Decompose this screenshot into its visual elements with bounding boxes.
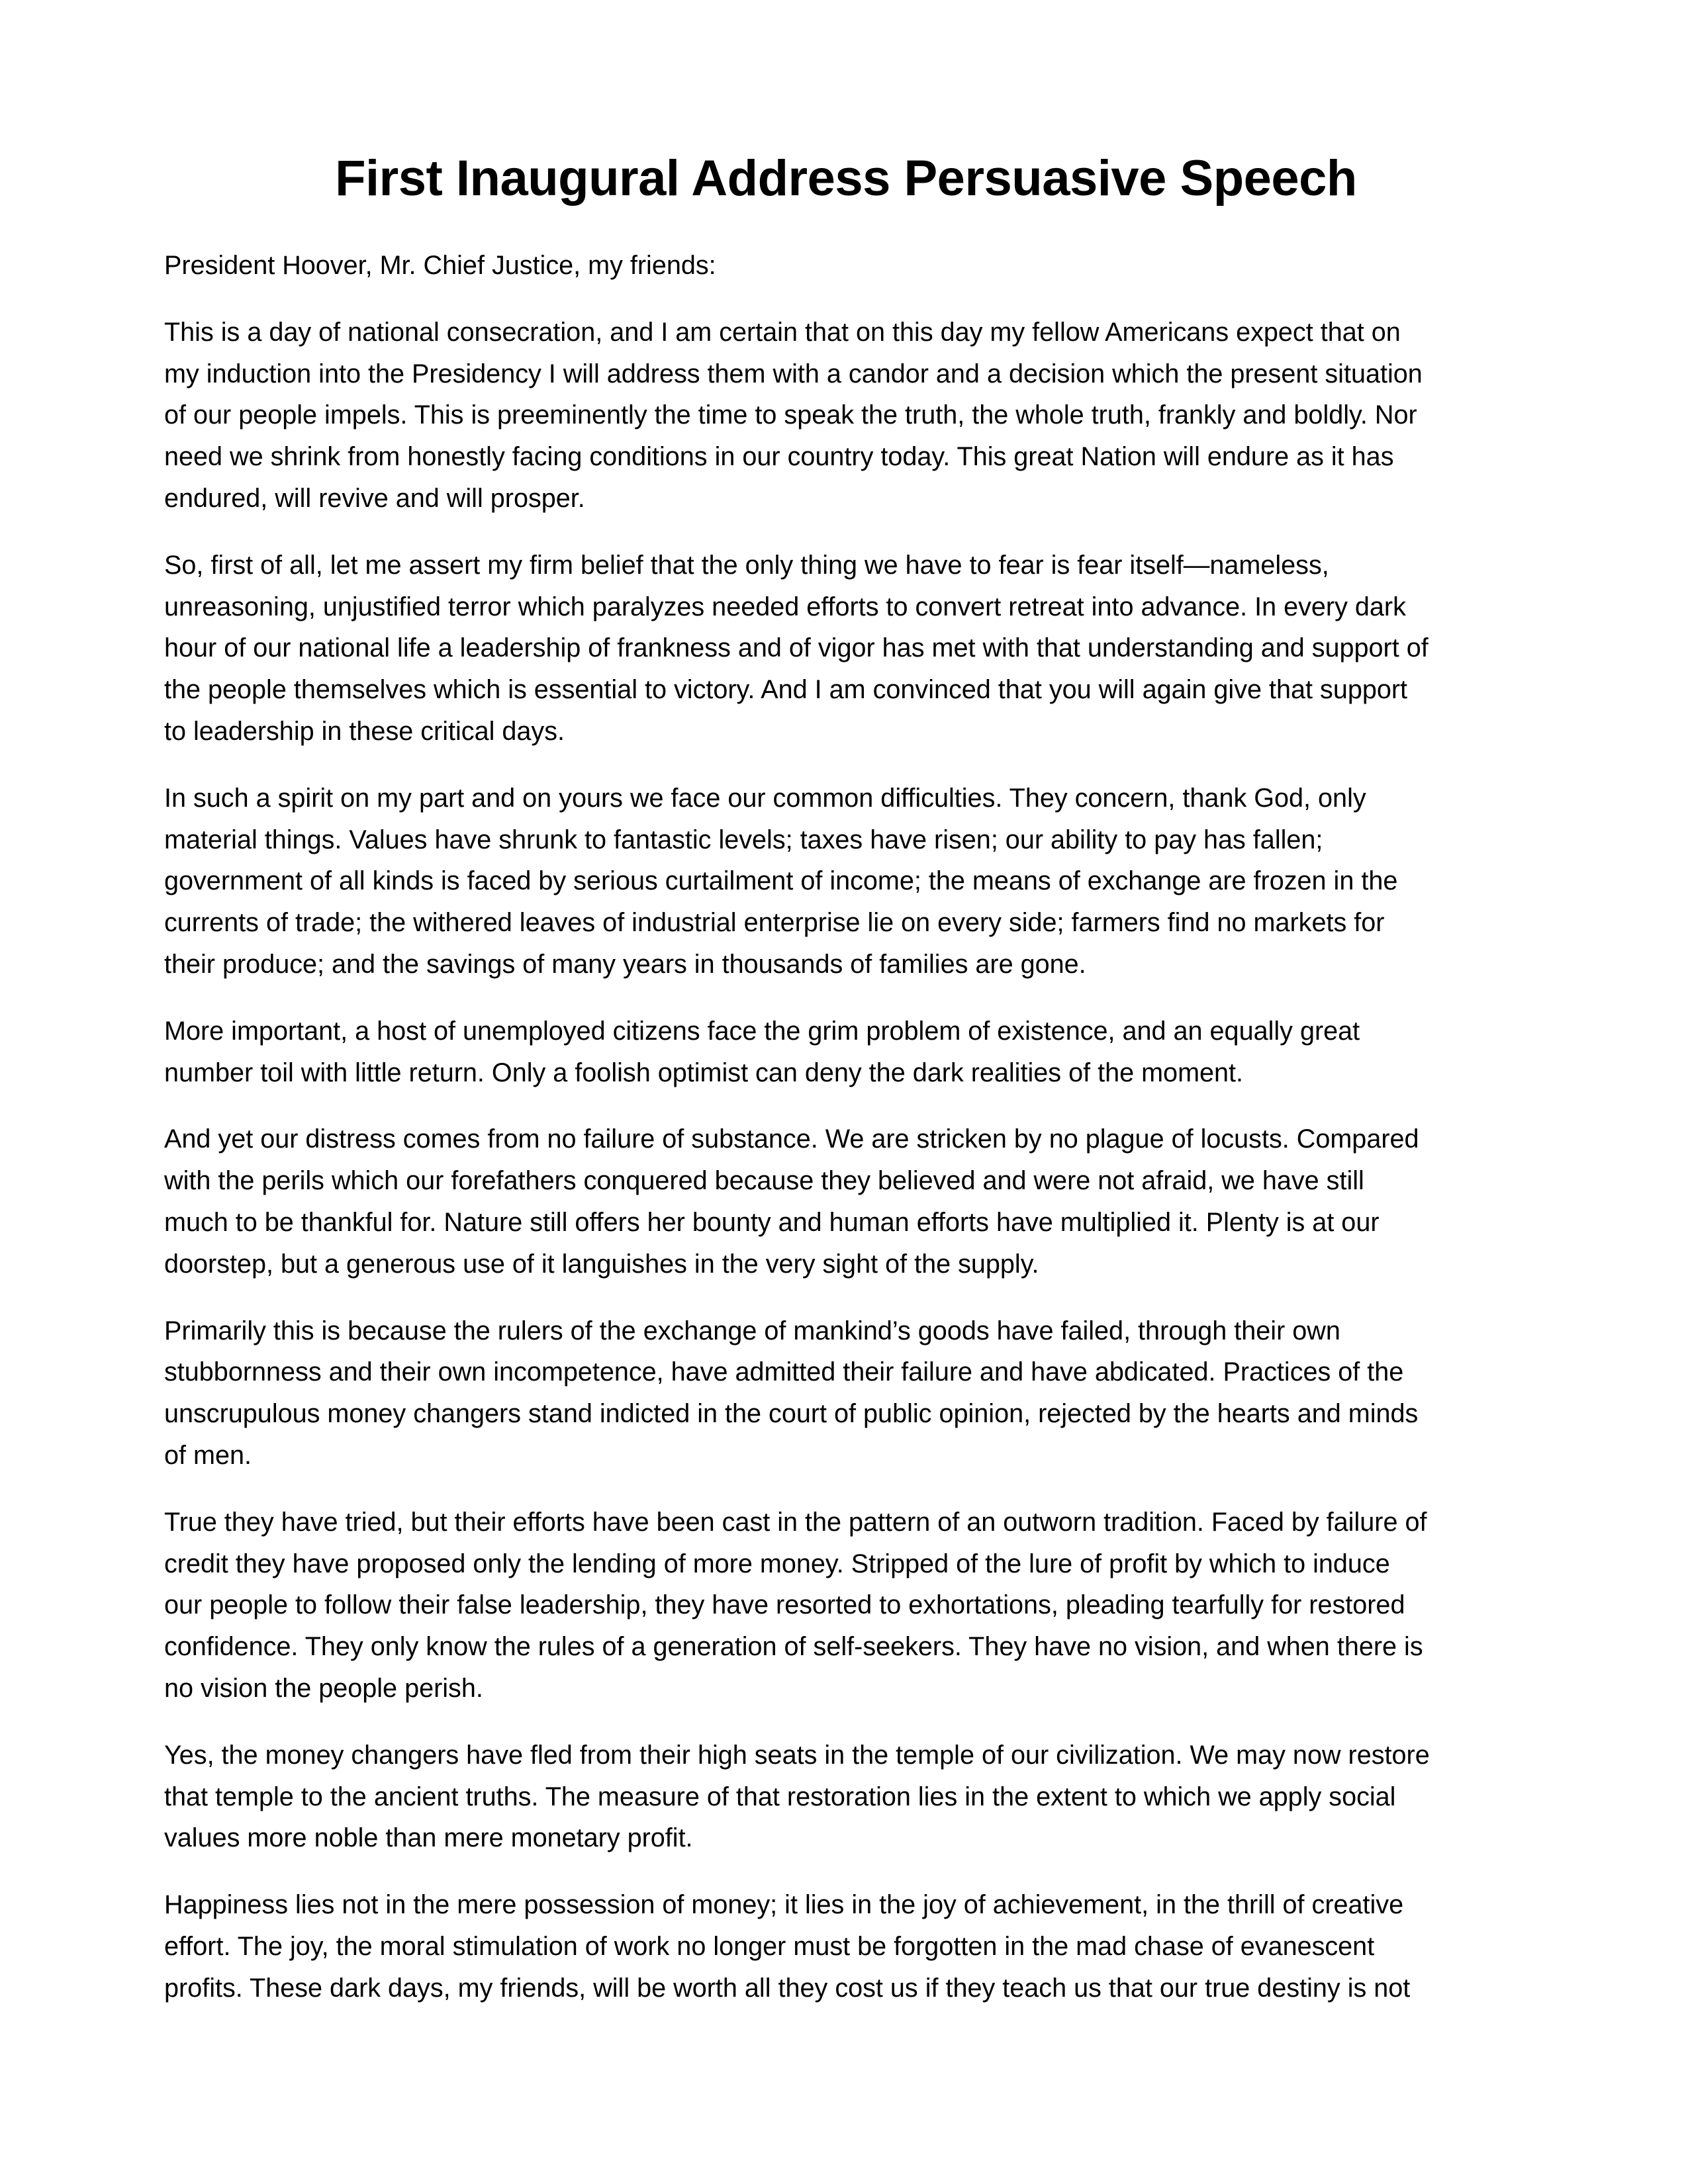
text-line: need we shrink from honestly facing conditions in our country today. This great Nation will endure as it has: [164, 442, 1394, 472]
text-line: hour of our national life a leadership of frankness and of vigor has met with that understanding and support of: [164, 633, 1429, 663]
document-page: [164, 139, 1528, 2034]
text-line: of our people impels. This is preeminently the time to speak the truth, the whole truth, frankly and boldly. Nor: [164, 400, 1417, 430]
text-line: And yet our distress comes from no failure of substance. We are stricken by no plague of locusts. Compared: [164, 1124, 1419, 1154]
paragraph: [164, 1118, 1528, 1285]
text-line: True they have tried, but their efforts have been cast in the pattern of an outworn tradition. Faced by failure of: [164, 1507, 1427, 1537]
paragraph: [164, 778, 1528, 985]
text-line: Yes, the money changers have fled from their high seats in the temple of our civilization. We may now restore: [164, 1740, 1430, 1770]
paragraph: [164, 1502, 1528, 1709]
text-line: credit they have proposed only the lending of more money. Stripped of the lure of profit by which to induce: [164, 1549, 1390, 1578]
text-line: In such a spirit on my part and on yours we face our common difficulties. They concern, thank God, only: [164, 783, 1366, 813]
document-title: First Inaugural Address Persuasive Speech: [335, 150, 1357, 206]
paragraph: [164, 1884, 1528, 2009]
text-line: the people themselves which is essential to victory. And I am convinced that you will again give that support: [164, 675, 1408, 705]
text-line: my induction into the Presidency I will address them with a candor and a decision which the present situation: [164, 359, 1423, 388]
text-line: doorstep, but a generous use of it languishes in the very sight of the supply.: [164, 1249, 1039, 1279]
text-line: unscrupulous money changers stand indicted in the court of public opinion, rejected by the hearts and minds: [164, 1399, 1419, 1429]
text-line: their produce; and the savings of many years in thousands of families are gone.: [164, 949, 1086, 979]
text-line: So, first of all, let me assert my firm belief that the only thing we have to fear is fear itself—nameless,: [164, 550, 1329, 580]
paragraph: [164, 1310, 1528, 1477]
text-line: profits. These dark days, my friends, will be worth all they cost us if they teach us that our true destiny is not: [164, 1973, 1411, 2003]
text-line: endured, will revive and will prosper.: [164, 483, 585, 513]
text-line: confidence. They only know the rules of a generation of self-seekers. They have no vision, and when there is: [164, 1632, 1423, 1662]
text-line: material things. Values have shrunk to fantastic levels; taxes have risen; our ability to pay has fallen;: [164, 825, 1323, 854]
text-line: with the perils which our forefathers conquered because they believed and were not afraid, we have still: [164, 1166, 1364, 1196]
text-line: President Hoover, Mr. Chief Justice, my friends:: [164, 251, 716, 280]
text-line: government of all kinds is faced by serious curtailment of income; the means of exchange are frozen in the: [164, 866, 1398, 896]
text-line: much to be thankful for. Nature still offers her bounty and human efforts have multiplied it. Plenty is at our: [164, 1207, 1380, 1237]
text-line: Happiness lies not in the mere possession of money; it lies in the joy of achievement, in the thrill of creative: [164, 1890, 1404, 1920]
document-body: [164, 245, 1528, 2009]
text-line: to leadership in these critical days.: [164, 716, 565, 746]
paragraph: [164, 1735, 1528, 1859]
text-line: Primarily this is because the rulers of the exchange of mankind’s goods have failed, through their own: [164, 1316, 1340, 1345]
text-line: More important, a host of unemployed citizens face the grim problem of existence, and an equally great: [164, 1016, 1360, 1046]
text-line: This is a day of national consecration, and I am certain that on this day my fellow Americans expect that on: [164, 317, 1401, 347]
text-line: unreasoning, unjustified terror which paralyzes needed efforts to convert retreat into advance. In every dark: [164, 592, 1406, 621]
text-line: our people to follow their false leadership, they have resorted to exhortations, pleading tearfully for restored: [164, 1590, 1405, 1620]
paragraph: [164, 545, 1528, 752]
text-line: currents of trade; the withered leaves of industrial enterprise lie on every side; farmers find no markets for: [164, 908, 1385, 938]
text-line: no vision the people perish.: [164, 1673, 483, 1703]
text-line: of men.: [164, 1440, 252, 1470]
paragraph: [164, 312, 1528, 520]
paragraph: [164, 245, 1528, 287]
text-line: stubbornness and their own incompetence, have admitted their failure and have abdicated. Practices of the: [164, 1357, 1404, 1387]
text-line: number toil with little return. Only a foolish optimist can deny the dark realities of the moment.: [164, 1058, 1244, 1087]
text-line: that temple to the ancient truths. The measure of that restoration lies in the extent to which we apply social: [164, 1782, 1396, 1811]
paragraph: [164, 1011, 1528, 1094]
text-line: values more noble than mere monetary profit.: [164, 1823, 693, 1853]
text-line: effort. The joy, the moral stimulation of work no longer must be forgotten in the mad chase of evanescent: [164, 1931, 1375, 1961]
